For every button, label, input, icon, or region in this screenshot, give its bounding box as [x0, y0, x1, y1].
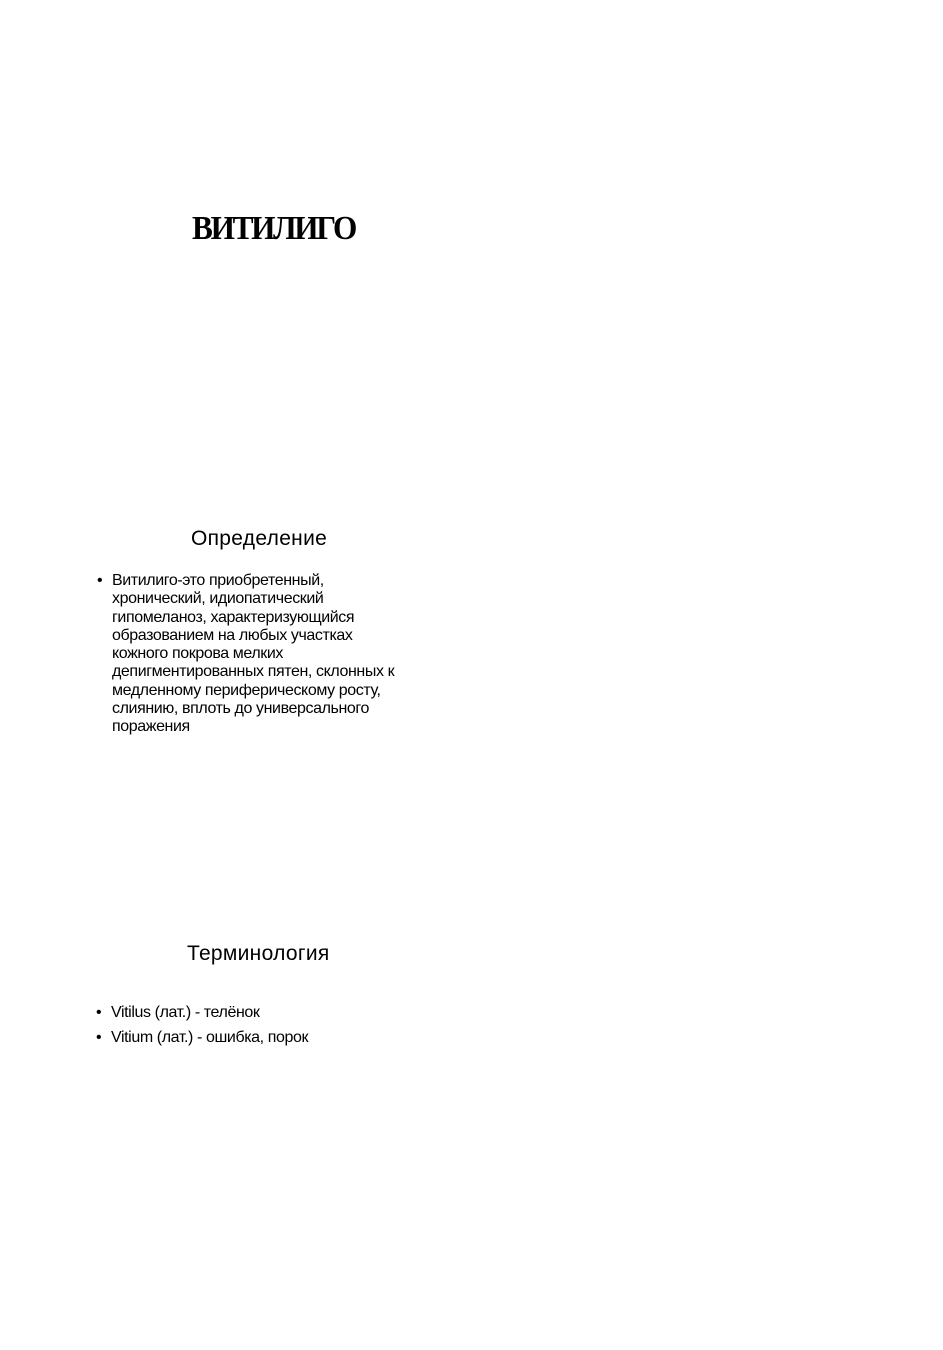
definition-list — [97, 572, 437, 737]
page-title: ВИТИЛИГО — [192, 210, 356, 247]
definition-line: депигментированных пятен, склонных к — [112, 663, 395, 681]
terminology-item — [96, 1000, 496, 1025]
terminology-text: Vitium (лат.) - ошибка, порок — [111, 1029, 309, 1046]
definition-line: медленному периферическому росту, — [112, 681, 381, 699]
definition-line: гипомеланоз, характеризующийся — [112, 608, 355, 626]
definition-line: слиянию, вплоть до универсального — [112, 700, 369, 718]
bullet-icon: • — [96, 1004, 102, 1021]
definition-line: хронический, идиопатический — [112, 590, 324, 608]
terminology-list — [96, 1000, 496, 1050]
definition-line: Витилиго-это приобретенный, — [112, 572, 324, 589]
definition-line: кожного покрова мелких — [112, 645, 284, 663]
bullet-icon: • — [96, 1029, 102, 1046]
definition-line: образованием на любых участках — [112, 626, 353, 644]
bullet-icon: • — [97, 572, 103, 589]
terminology-heading: Терминология — [187, 942, 330, 965]
definition-line: поражения — [112, 718, 190, 736]
terminology-text: Vitilus (лат.) - телёнок — [111, 1004, 260, 1021]
terminology-item — [96, 1025, 496, 1050]
definition-item — [97, 572, 437, 737]
definition-heading: Определение — [191, 527, 328, 550]
